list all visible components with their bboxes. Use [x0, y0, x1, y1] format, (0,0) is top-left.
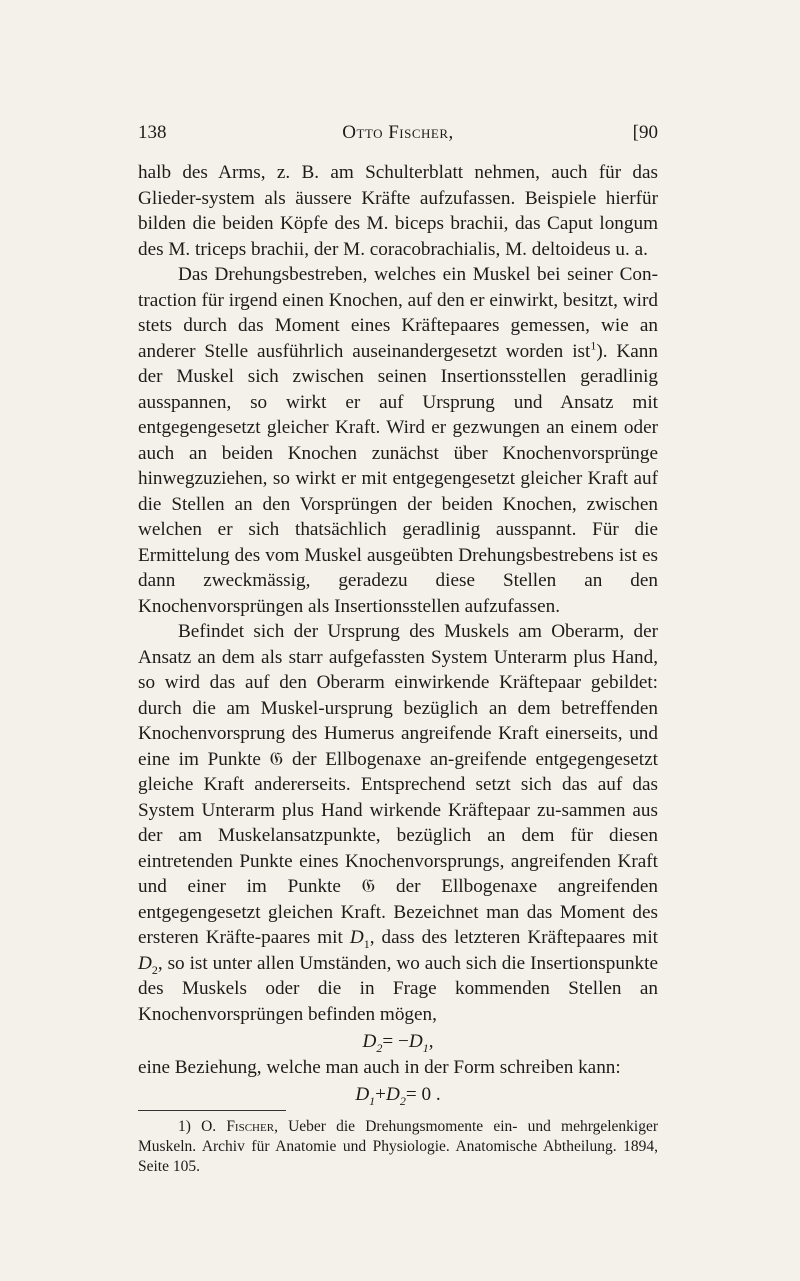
paragraph-2	[138, 262, 658, 619]
paragraph-3-text-c: , so ist unter allen Umständen, wo auch sich die Insertionspunkte des Muskels oder die in Frage kommenden Stellen an Knochenvorsprüngen befinden mögen,	[138, 952, 658, 1025]
equation-2: $D_1+D_2= 0$ .	[355, 1084, 441, 1108]
paragraph-1: halb des Arms, z. B. am Schulterblatt nehmen, auch für das Glieder-system als äussere Kräfte aufzufassen. Beispiele hierfür bilden die beiden Köpfe des M. biceps brachii, das Caput longum des M. triceps brachii, der M. coracobrachialis, M. deltoideus u. a.	[138, 162, 658, 260]
footnote-reference: 1	[590, 338, 597, 353]
paragraph-3-text-a: Befindet sich der Ursprung des Muskels am Oberarm, der Ansatz an dem als starr aufgefassten System Unterarm plus Hand, so wird das auf den Oberarm einwirkende Kräftepaar gebildet: durch die am Muskel-ursprung bezüglich an dem betreffenden Knochenvorsprung des Humerus angreifende Kraft einerseits, und eine im Punkte 𝔊 der Ellbogenaxe an-greifende entgegengesetzt gleiche Kraft andererseits. Entsprechend setzt sich das auf das System Unterarm plus Hand wirkende Kräftepaar zu-sammen aus der am Muskelansatzpunkte, bezüglich an dem für diesen eintretenden Punkte eines Knochenvorsprungs, angreifenden Kraft und einer im Punkte 𝔊 der Ellbogenaxe angreifenden entgegengesetzt gleichen Kraft. Bezeichnet man das Moment des ersteren Kräfte-paares mit	[138, 621, 658, 948]
equation-1: $D_2= -D_1$,	[362, 1031, 434, 1055]
paragraph-3-text-b: , dass des letzteren Kräftepaares mit	[369, 927, 658, 948]
footnote: 1) O. Fischer, Ueber die Drehungsmomente ein- und mehrgelenkiger Muskeln. Archiv für Anatomie und Physiologie. Anatomische Abtheilung. 1894, Seite 105.	[138, 1117, 658, 1175]
footnote-author: Fischer	[226, 1117, 275, 1135]
body-text	[138, 160, 658, 1177]
paragraph-2-text-b: ). Kann der Muskel sich zwischen seinen Insertionsstellen geradlinig ausspannen, so wirkt er auf Ursprung und Ansatz mit entgegengesetzt gleicher Kraft. Wird er gezwungen an einem oder auch an beiden Knochen zunächst über Knochenvorsprünge hinwegzuziehen, so wirkt er mit entgegengesetzt gleicher Kraft auf die Stellen an den Vorsprüngen der beiden Knochen, zwischen welchen er sich thatsächlich geradlinig ausspannt. Für die Ermittelung des vom Muskel ausgeübten Drehungsbestrebens ist es dann zweckmässig, geradezu diese Stellen an den Knochenvorsprüngen als Insertionsstellen aufzufassen.	[138, 340, 658, 617]
symbol-d1: D	[349, 927, 364, 948]
symbol-d1-subscript: 1	[363, 936, 370, 951]
paragraph-3	[138, 619, 658, 1027]
page-number: 138	[138, 122, 167, 143]
symbol-d2-subscript: 2	[151, 962, 158, 977]
running-title-author: Otto Fischer,	[342, 122, 454, 143]
symbol-d2: D	[138, 952, 152, 974]
footnote-separator	[138, 1110, 286, 1111]
running-header	[138, 122, 658, 148]
paragraph-2-text-a: Das Drehungsbestreben, welches ein Muskel bei seiner Con-traction für irgend einen Knochen, auf den er einwirkt, besitzt, wird stets durch das Moment eines Kräftepaares gemessen, wie an anderer Stelle ausführlich auseinandergesetzt worden ist	[138, 264, 658, 362]
original-page-marker: [90	[632, 122, 658, 143]
paragraph-4: eine Beziehung, welche man auch in der Form schreiben kann:	[138, 1056, 621, 1078]
